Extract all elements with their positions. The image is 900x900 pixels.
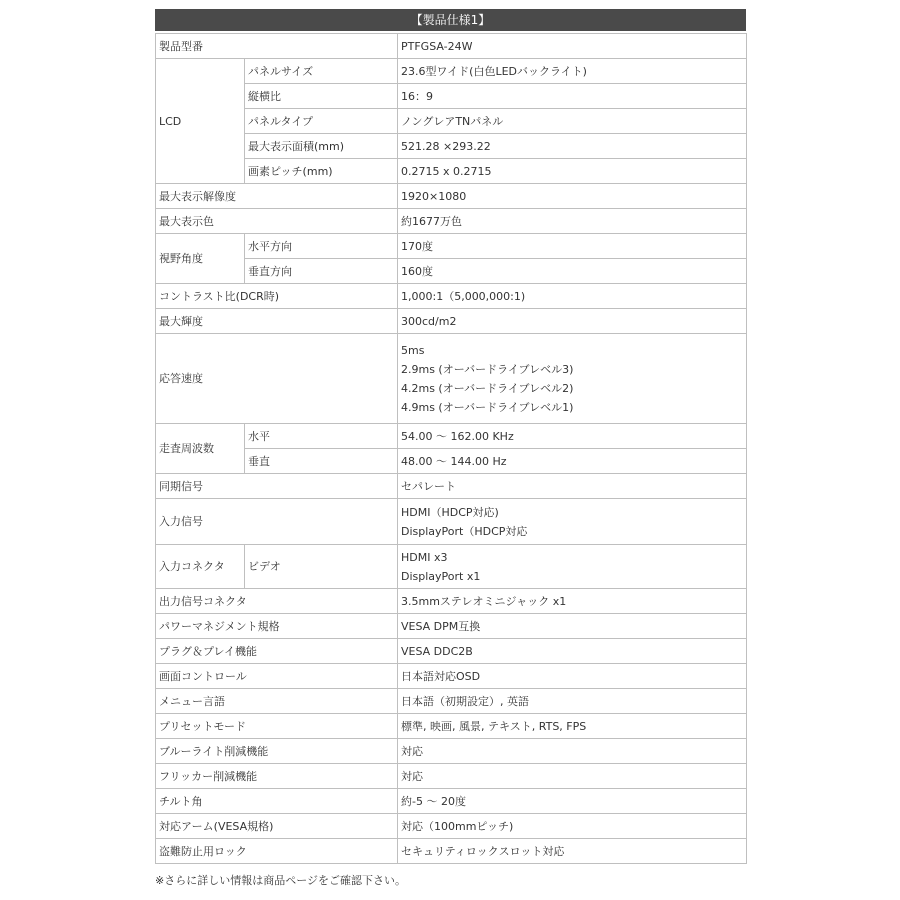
table-row	[156, 449, 747, 474]
input-signal-line: DisplayPort（HDCP対応	[401, 524, 528, 538]
table-row	[156, 839, 747, 864]
row-label-blue-light: ブルーライト削減機能	[156, 739, 398, 764]
row-label-input-signal: 入力信号	[156, 499, 398, 545]
row-label-model: 製品型番	[156, 34, 398, 59]
row-value-lock: セキュリティロックスロット対応	[398, 839, 747, 864]
row-sublabel-scan-h: 水平	[245, 424, 398, 449]
row-value-menu-lang: 日本語（初期設定）, 英語	[398, 689, 747, 714]
row-value-tilt: 約-5 ～ 20度	[398, 789, 747, 814]
row-value-panel-type: ノングレアTNパネル	[398, 109, 747, 134]
row-label-colors: 最大表示色	[156, 209, 398, 234]
row-value-blue-light: 対応	[398, 739, 747, 764]
row-label-brightness: 最大輝度	[156, 309, 398, 334]
row-label-preset: プリセットモード	[156, 714, 398, 739]
row-sublabel-display-area: 最大表示面積(mm)	[245, 134, 398, 159]
footnote: ※さらに詳しい情報は商品ページをご確認下さい。	[155, 874, 406, 887]
table-row	[156, 209, 747, 234]
table-row	[156, 764, 747, 789]
spec-table	[155, 33, 747, 864]
row-value-arm: 対応（100mmピッチ)	[398, 814, 747, 839]
response-line: 4.2ms (オーバードライブレベル2)	[401, 381, 574, 395]
row-value-brightness: 300cd/m2	[398, 309, 747, 334]
response-line: 4.9ms (オーバードライブレベル1)	[401, 400, 574, 414]
row-value-preset: 標準, 映画, 風景, テキスト, RTS, FPS	[398, 714, 747, 739]
row-value-aspect: 16：9	[398, 84, 747, 109]
table-row	[156, 424, 747, 449]
row-sublabel-panel-size: パネルサイズ	[245, 59, 398, 84]
table-row	[156, 284, 747, 309]
table-row	[156, 134, 747, 159]
table-row	[156, 814, 747, 839]
row-label-output-connector: 出力信号コネクタ	[156, 589, 398, 614]
row-value-sync: セパレート	[398, 474, 747, 499]
row-value-plug-play: VESA DDC2B	[398, 639, 747, 664]
row-label-tilt: チルト角	[156, 789, 398, 814]
row-label-flicker: フリッカー削減機能	[156, 764, 398, 789]
input-connector-line: HDMI x3	[401, 550, 448, 564]
row-sublabel-viewing-h: 水平方向	[245, 234, 398, 259]
row-value-viewing-v: 160度	[398, 259, 747, 284]
table-row	[156, 689, 747, 714]
row-value-scan-h: 54.00 ～ 162.00 KHz	[398, 424, 747, 449]
row-label-response: 応答速度	[156, 334, 398, 424]
table-row	[156, 84, 747, 109]
table-row	[156, 739, 747, 764]
response-line: 5ms	[401, 343, 425, 357]
row-value-resolution: 1920×1080	[398, 184, 747, 209]
row-label-menu-lang: メニュー言語	[156, 689, 398, 714]
row-label-resolution: 最大表示解像度	[156, 184, 398, 209]
row-value-power-mgmt: VESA DPM互換	[398, 614, 747, 639]
row-label-sync: 同期信号	[156, 474, 398, 499]
row-value-viewing-h: 170度	[398, 234, 747, 259]
table-row	[156, 639, 747, 664]
row-label-contrast: コントラスト比(DCR時)	[156, 284, 398, 309]
row-value-colors: 約1677万色	[398, 209, 747, 234]
row-value-response	[398, 334, 747, 424]
table-row	[156, 499, 747, 545]
row-value-screen-control: 日本語対応OSD	[398, 664, 747, 689]
table-row	[156, 259, 747, 284]
row-label-input-connector: 入力コネクタ	[156, 545, 245, 589]
table-row	[156, 789, 747, 814]
row-sublabel-viewing-v: 垂直方向	[245, 259, 398, 284]
row-label-screen-control: 画面コントロール	[156, 664, 398, 689]
response-line: 2.9ms (オーバードライブレベル3)	[401, 362, 574, 376]
row-label-lcd: LCD	[156, 59, 245, 184]
table-row	[156, 184, 747, 209]
row-label-plug-play: プラグ＆プレイ機能	[156, 639, 398, 664]
table-row	[156, 334, 747, 424]
spec-title: 【製品仕様1】	[155, 9, 746, 31]
row-value-panel-size: 23.6型ワイド(白色LEDバックライト)	[398, 59, 747, 84]
row-sublabel-input-video: ビデオ	[245, 545, 398, 589]
row-label-power-mgmt: パワーマネジメント規格	[156, 614, 398, 639]
table-row	[156, 234, 747, 259]
row-label-lock: 盗難防止用ロック	[156, 839, 398, 864]
input-signal-line: HDMI（HDCP対応)	[401, 505, 499, 519]
row-sublabel-pixel-pitch: 画素ピッチ(mm)	[245, 159, 398, 184]
table-row	[156, 614, 747, 639]
table-row	[156, 474, 747, 499]
table-row	[156, 309, 747, 334]
row-value-pixel-pitch: 0.2715 x 0.2715	[398, 159, 747, 184]
table-row	[156, 34, 747, 59]
input-connector-line: DisplayPort x1	[401, 569, 481, 583]
table-row	[156, 545, 747, 589]
table-row	[156, 589, 747, 614]
row-sublabel-aspect: 縦横比	[245, 84, 398, 109]
row-value-input-signal	[398, 499, 747, 545]
table-row	[156, 109, 747, 134]
row-label-viewing-angle: 視野角度	[156, 234, 245, 284]
row-value-flicker: 対応	[398, 764, 747, 789]
row-label-arm: 対応アーム(VESA規格)	[156, 814, 398, 839]
row-value-contrast: 1,000:1（5,000,000:1)	[398, 284, 747, 309]
table-row	[156, 714, 747, 739]
table-row	[156, 159, 747, 184]
row-label-scan-freq: 走査周波数	[156, 424, 245, 474]
row-value-input-connector	[398, 545, 747, 589]
table-row	[156, 664, 747, 689]
table-row	[156, 59, 747, 84]
row-sublabel-panel-type: パネルタイプ	[245, 109, 398, 134]
row-value-scan-v: 48.00 ～ 144.00 Hz	[398, 449, 747, 474]
row-value-output-connector: 3.5mmステレオミニジャック x1	[398, 589, 747, 614]
row-value-model: PTFGSA-24W	[398, 34, 747, 59]
row-value-display-area: 521.28 ×293.22	[398, 134, 747, 159]
row-sublabel-scan-v: 垂直	[245, 449, 398, 474]
